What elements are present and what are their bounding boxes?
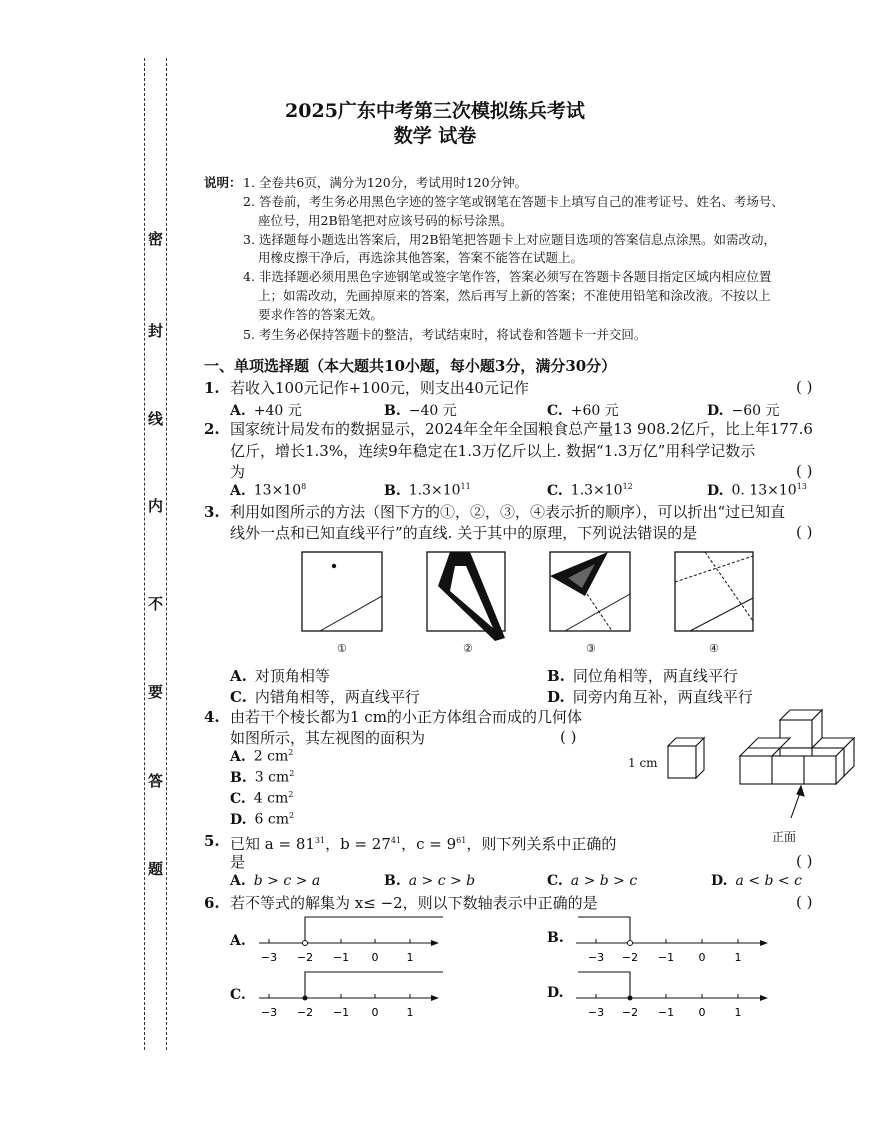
figure-label: ① [337, 642, 347, 655]
option-c: C. a > b > c [547, 873, 638, 889]
tick-label: 1 [734, 951, 742, 964]
fold-figure-4 [675, 552, 753, 631]
instruction-line: 座位号，用2B铅笔把对应该号码的标号涂黑。 [258, 213, 513, 228]
option-d: D. 0. $13\times 10^{13}$ [707, 482, 807, 499]
answer-bracket: ( ) [796, 378, 813, 396]
question-text: 由若干个棱长都为1 cm的小正方体组合而成的几何体 [230, 708, 582, 726]
numberline-a [255, 915, 445, 967]
tick-label: 1 [734, 1006, 742, 1019]
question-text: 是 [230, 853, 246, 871]
seal-char: 不 [148, 595, 164, 613]
tick-label: 0 [371, 951, 379, 964]
section-title: 一、单项选择题（本大题共10小题，每小题3分，满分30分） [204, 357, 617, 375]
numberline-option-c-label: C. [230, 987, 246, 1003]
numberline-b [572, 915, 772, 967]
option-d: D. 6 $cm^2$ [230, 811, 295, 828]
option-b: B. 3 $cm^2$ [230, 769, 295, 786]
tick-label: 1 [406, 951, 414, 964]
tick-label: −3 [587, 1006, 605, 1019]
composite-solid [740, 710, 854, 784]
option-d: D. a < b < c [711, 873, 802, 889]
tick-label: −3 [587, 951, 605, 964]
front-arrow [791, 786, 804, 818]
answer-bracket: ( ) [796, 852, 813, 870]
seal-char: 内 [148, 497, 164, 515]
instruction-line: 1. 全卷共6页，满分为120分，考试用时120分钟。 [243, 175, 528, 190]
tick-label: 1 [406, 1006, 414, 1019]
question-text: 若收入100元记作+100元，则支出40元记作 [230, 379, 529, 397]
option-a: A. $13\times 10^8$ [230, 482, 307, 499]
numberline-c [255, 970, 445, 1022]
cube-label: 1 cm [628, 756, 658, 770]
fold-figure-1 [302, 552, 382, 631]
seal-char: 密 [148, 230, 164, 248]
tick-label: −2 [296, 951, 314, 964]
tick-label: −3 [260, 1006, 278, 1019]
tick-label: 0 [698, 951, 706, 964]
option-a: A. b > c > a [230, 873, 321, 889]
tick-label: 0 [371, 1006, 379, 1019]
tick-label: 0 [698, 1006, 706, 1019]
question-number: 3. [204, 503, 220, 521]
question-number: 1. [204, 379, 220, 397]
numberline-option-a-label: A. [230, 933, 246, 949]
exam-title: 2025广东中考第三次模拟练兵考试 [285, 100, 585, 122]
question-number: 6. [204, 894, 220, 912]
tick-label: −2 [621, 951, 639, 964]
question-text: 如图所示，其左视图的面积为 [230, 729, 426, 747]
instruction-line: 2. 答卷前，考生务必用黑色字迹的签字笔或钢笔在答题卡上填写自己的准考证号、姓名、考场号、 [243, 194, 784, 209]
question-number: 2. [204, 420, 220, 438]
instruction-line: 要求作答的答案无效。 [258, 307, 384, 322]
seal-line-left [144, 58, 145, 1050]
figure-label: ③ [586, 642, 596, 655]
fold-figure-2 [427, 552, 505, 641]
option-b: B. −40 元 [384, 403, 457, 419]
option-c: C. 内错角相等，两直线平行 [230, 688, 420, 706]
option-c: C. $1.3\times 10^{12}$ [547, 482, 633, 499]
question-text: 国家统计局发布的数据显示，2024年全年全国粮食总产量13 908.2亿斤，比上年177.6 [230, 420, 813, 438]
seal-line-right [166, 58, 167, 1050]
answer-bracket: ( ) [796, 893, 813, 911]
tick-label: −3 [260, 951, 278, 964]
question-number: 5. [204, 832, 220, 850]
instruction-line: 5. 考生务必保持答题卡的整洁，考试结束时，将试卷和答题卡一并交回。 [243, 327, 647, 342]
tick-label: −1 [657, 951, 675, 964]
front-view-label: 正面 [772, 830, 797, 844]
question-text: 为 [230, 463, 246, 481]
numberline-d [572, 970, 772, 1022]
instruction-line: 3. 选择题每小题选出答案后，用2B铅笔把答题卡上对应题目选项的答案信息点涂黑。如需改动， [243, 232, 777, 247]
question-number: 4. [204, 708, 220, 726]
option-a: A. +40 元 [230, 403, 302, 419]
option-b: B. a > c > b [384, 873, 476, 889]
tick-label: −1 [332, 1006, 350, 1019]
exam-subtitle: 数学 试卷 [393, 125, 477, 147]
question-text: 利用如图所示的方法（图下方的①，②，③，④表示折的顺序），可以折出“过已知直 [230, 503, 786, 521]
question-text: 亿斤，增长1.3%，连续9年稳定在1.3万亿斤以上. 数据“1.3万亿”用科学记数示 [230, 442, 756, 460]
option-d: D. −60 元 [707, 403, 780, 419]
figure-label: ② [463, 642, 473, 655]
tick-label: −2 [296, 1006, 314, 1019]
option-d: D. 同旁内角互补，两直线平行 [547, 688, 753, 706]
option-b: B. 同位角相等，两直线平行 [547, 667, 738, 685]
numberline-option-d-label: D. [547, 985, 564, 1001]
answer-bracket: ( ) [560, 728, 577, 746]
option-c: C. 4 $cm^2$ [230, 790, 294, 807]
answer-bracket: ( ) [796, 462, 813, 480]
instruction-line: 上；如需改动，先画掉原来的答案，然后再写上新的答案；不准使用铅笔和涂改液。不按以上 [258, 288, 771, 303]
seal-char: 题 [148, 860, 164, 878]
seal-char: 封 [148, 322, 164, 340]
question-text: 已知 $a = 81^{31}$，$b = 27^{41}$，$c = 9^{61}$，则下列关系中正确的 [230, 835, 617, 853]
seal-char: 答 [148, 772, 164, 790]
answer-bracket: ( ) [796, 523, 813, 541]
question-text: 线外一点和已知直线平行”的直线. 关于其中的原理，下列说法错误的是 [230, 524, 698, 542]
option-c: C. +60 元 [547, 403, 619, 419]
single-cube [668, 738, 704, 778]
question-text: 若不等式的解集为 x≤ −2，则以下数轴表示中正确的是 [230, 894, 598, 912]
tick-label: −2 [621, 1006, 639, 1019]
seal-char: 线 [148, 410, 164, 428]
instruction-line: 用橡皮擦干净后，再选涂其他答案，答案不能答在试题上。 [258, 250, 584, 265]
option-a: A. 对顶角相等 [230, 667, 330, 685]
cube-figures [658, 700, 863, 850]
instructions-label: 说明： [204, 175, 242, 190]
instruction-line: 4. 非选择题必须用黑色字迹钢笔或签字笔作答，答案必须写在答题卡各题目指定区域内相应位置 [243, 269, 772, 284]
tick-label: −1 [332, 951, 350, 964]
seal-char: 要 [148, 683, 164, 701]
tick-label: −1 [657, 1006, 675, 1019]
fold-figure-3 [550, 552, 630, 631]
figure-label: ④ [709, 642, 719, 655]
option-a: A. 2 $cm^2$ [230, 748, 294, 765]
option-b: B. $1.3\times 10^{11}$ [384, 482, 471, 499]
numberline-option-b-label: B. [547, 930, 564, 946]
folding-figures [290, 546, 760, 646]
